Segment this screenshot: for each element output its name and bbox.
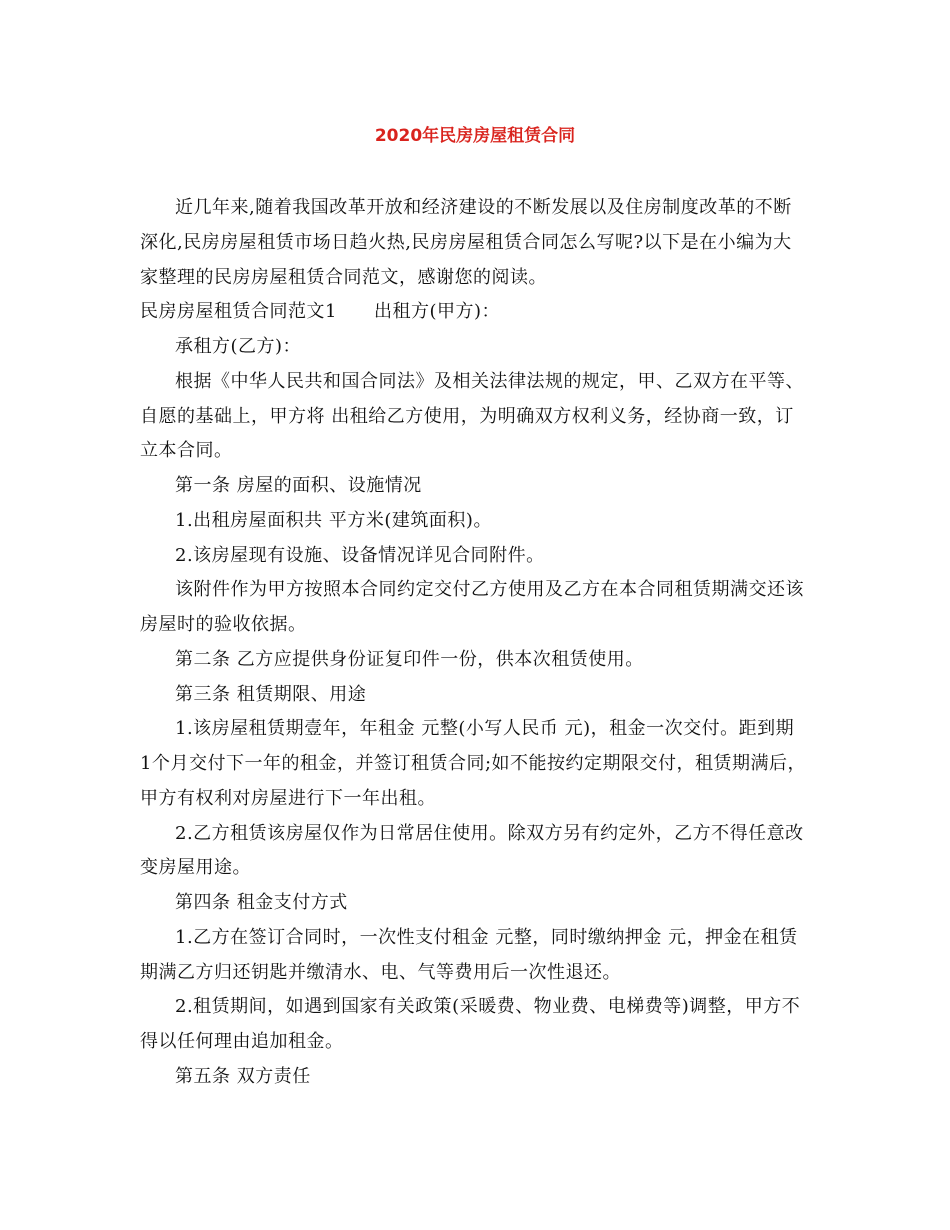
paragraph-line: 1.乙方在签订合同时，一次性支付租金 元整，同时缴纳押金 元，押金在租赁 xyxy=(175,927,798,948)
paragraph-line: 深化,民房房屋租赁市场日趋火热,民房房屋租赁合同怎么写呢?以下是在小编为大 xyxy=(140,232,792,253)
paragraph-line: 期满乙方归还钥匙并缴清水、电、气等费用后一次性退还。 xyxy=(140,962,621,983)
paragraph-line: 1.该房屋租赁期壹年，年租金 元整(小写人民币 元)，租金一次交付。距到期 xyxy=(175,718,795,739)
paragraph-line: 房屋时的验收依据。 xyxy=(140,614,307,635)
paragraph-line: 变房屋用途。 xyxy=(140,857,251,878)
paragraph-line: 2.该房屋现有设施、设备情况详见合同附件。 xyxy=(175,545,545,566)
paragraph-line: 2.租赁期间，如遇到国家有关政策(采暖费、物业费、电梯费等)调整，甲方不 xyxy=(175,996,801,1017)
paragraph-line: 民房房屋租赁合同范文1 出租方(甲方)： xyxy=(140,301,500,322)
section-heading: 第二条 乙方应提供身份证复印件一份，供本次租赁使用。 xyxy=(175,649,644,670)
paragraph-line: 承租方(乙方)： xyxy=(175,336,302,357)
section-heading: 第一条 房屋的面积、设施情况 xyxy=(175,475,422,496)
section-heading: 第五条 双方责任 xyxy=(175,1066,311,1087)
section-heading: 第四条 租金支付方式 xyxy=(175,892,348,913)
paragraph-line: 得以任何理由追加租金。 xyxy=(140,1031,344,1052)
section-heading: 第三条 租赁期限、用途 xyxy=(175,684,367,705)
paragraph-line: 1.出租房屋面积共 平方米(建筑面积)。 xyxy=(175,510,492,531)
paragraph-line: 1个月交付下一年的租金，并签订租赁合同;如不能按约定期限交付，租赁期满后， xyxy=(140,753,807,774)
paragraph-line: 立本合同。 xyxy=(140,440,233,461)
paragraph-line: 该附件作为甲方按照本合同约定交付乙方使用及乙方在本合同租赁期满交还该 xyxy=(175,579,804,600)
paragraph-line: 根据《中华人民共和国合同法》及相关法律法规的规定，甲、乙双方在平等、 xyxy=(175,371,804,392)
paragraph-line: 近几年来,随着我国改革开放和经济建设的不断发展以及住房制度改革的不断 xyxy=(175,197,792,218)
paragraph-line: 2.乙方租赁该房屋仅作为日常居住使用。除双方另有约定外，乙方不得任意改 xyxy=(175,823,804,844)
paragraph-line: 自愿的基础上，甲方将 出租给乙方使用，为明确双方权利义务，经协商一致，订 xyxy=(140,406,794,427)
paragraph-line: 家整理的民房房屋租赁合同范文，感谢您的阅读。 xyxy=(140,267,547,288)
paragraph-line: 甲方有权利对房屋进行下一年出租。 xyxy=(140,788,436,809)
document-title: 2020年民房房屋租赁合同 xyxy=(374,126,576,146)
